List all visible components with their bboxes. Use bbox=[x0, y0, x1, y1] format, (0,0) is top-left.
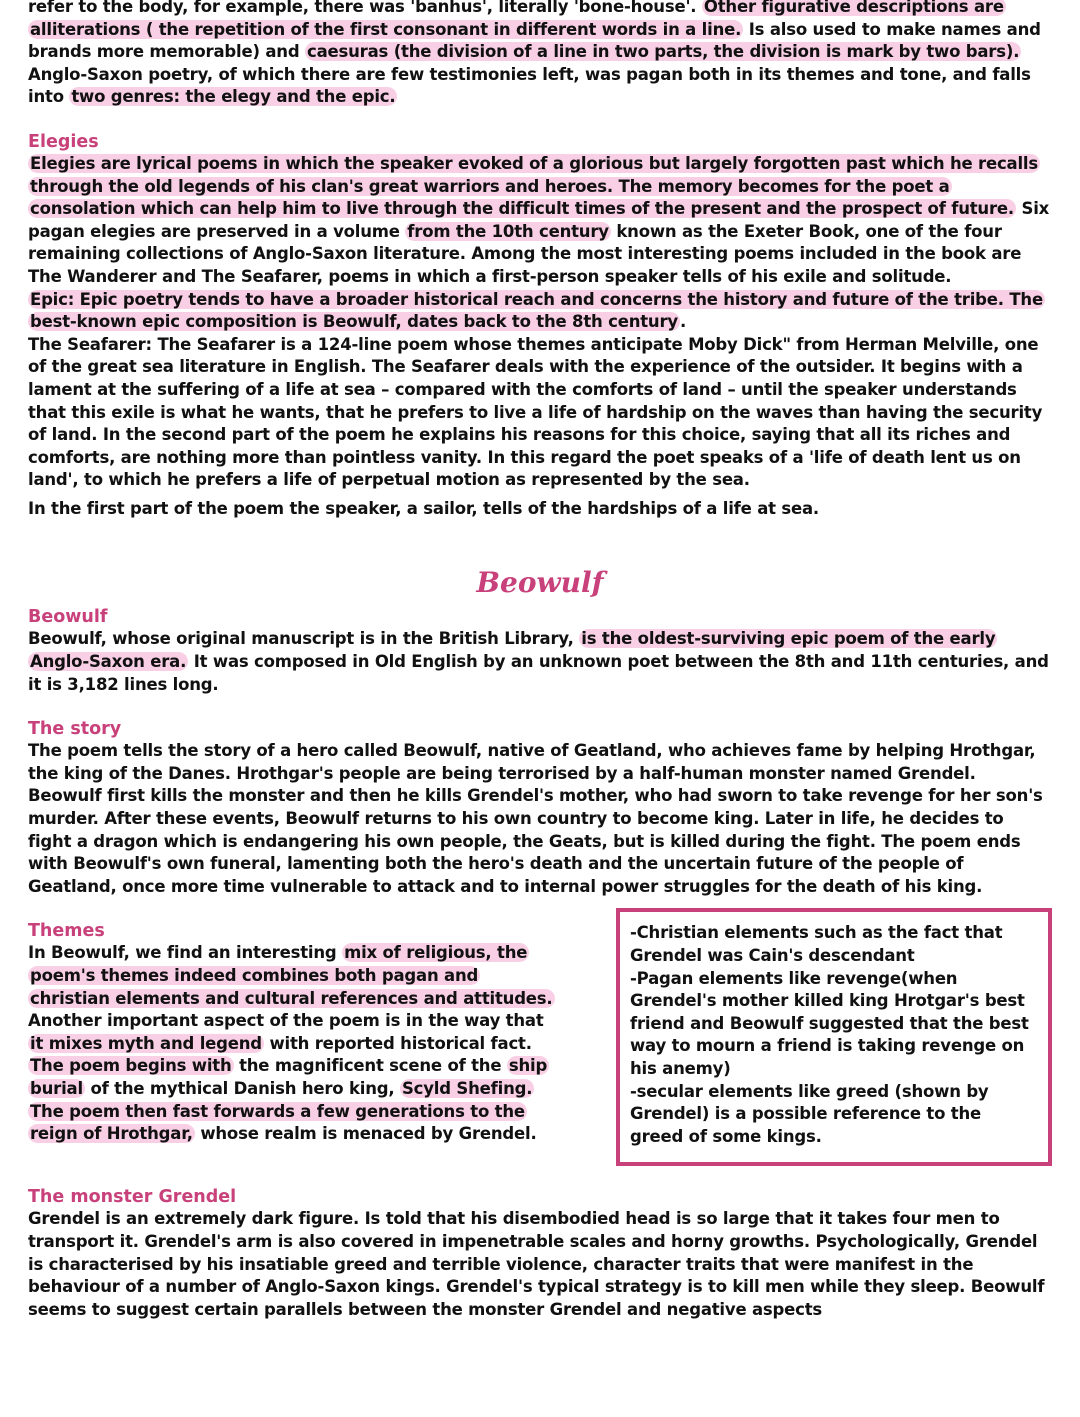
note-pagan-elements: -Pagan elements like revenge(when Grendel's mother killed king Hrotgar's best friend and Beowulf suggested that the best way to mourn a friend is taking revenge on his anemy) bbox=[630, 968, 1029, 1078]
intro-paragraph-1 bbox=[28, 0, 1052, 64]
highlighted-text: Elegies are lyrical poems in which the speaker evoked of a glorious but largely forgotten past which he recalls through the old legends of his clan's great warriors and heroes. The memory becomes for the poet a consolation which can help him to live through the difficult times of the present and the prospect of future. bbox=[30, 153, 1038, 219]
themes-text: with reported historical fact. bbox=[263, 1033, 532, 1053]
themes-text: of the mythical Danish hero king, bbox=[84, 1078, 400, 1098]
intro-text: refer to the body, for example, there was 'banhus', literally 'bone-house'. bbox=[28, 0, 702, 16]
themes-text: Another important aspect of the poem is in the way that bbox=[28, 1011, 544, 1031]
highlighted-text: Epic: Epic poetry tends to have a broader historical reach and concerns the history and future of the tribe. The best-known epic composition is Beowulf, dates back to the 8th century bbox=[30, 289, 1043, 332]
highlighted-text: mix of religious, the poem's themes indeed combines both pagan and christian elements and cultural references and attitudes. bbox=[30, 943, 553, 1008]
intro-paragraph-2 bbox=[28, 64, 1052, 109]
elegies-paragraph bbox=[28, 153, 1052, 289]
themes-text: whose realm is menaced by Grendel. bbox=[194, 1124, 537, 1144]
themes-row bbox=[28, 920, 1052, 1166]
highlighted-text: The poem begins with bbox=[30, 1056, 232, 1076]
themes-column bbox=[28, 920, 558, 1145]
section-heading-themes: Themes bbox=[28, 921, 105, 942]
highlighted-text: two genres: the elegy and the epic. bbox=[71, 87, 396, 107]
highlighted-text: is the oldest-surviving epic poem of the early Anglo-Saxon era. bbox=[30, 629, 996, 672]
note-secular-elements: -secular elements like greed (shown by Grendel) is a possible reference to the greed of some kings. bbox=[630, 1081, 989, 1146]
story-paragraph: The poem tells the story of a hero called Beowulf, native of Geatland, who achieves fame by helping Hrothgar, the king of the Danes. Hrothgar's people are being terrorised by a half-human monster named Grendel. Beowulf first kills the monster and then he kills Grendel's mother, who had sworn to take revenge for her son's murder. After these events, Beowulf returns to his own country to become king. Later in life, he decides to fight a dragon which is endangering his own people, the Geats, but is killed during the fight. The poem ends with Beowulf's own funeral, lamenting both the hero's death and the uncertain future of the people of Geatland, once more time vulnerable to attack and to internal power struggles for the death of his king. bbox=[28, 741, 1043, 896]
epic-text: . bbox=[679, 312, 687, 332]
page-title: Beowulf bbox=[476, 566, 604, 600]
sailor-paragraph: In the first part of the poem the speaker, a sailor, tells of the hardships of a life at sea. bbox=[28, 498, 819, 518]
monster-paragraph: Grendel is an extremely dark figure. Is told that his disembodied head is so large that it takes four men to transport it. Grendel's arm is also covered in impenetrable scales and horny growths. Psychologically, Grendel is characterised by his insatiable greed and terrible violence, character traits that were manifest in the behaviour of a number of Anglo-Saxon kings. Grendel's typical strategy is to kill men while they sleep. Beowulf seems to suggest certain parallels between the monster Grendel and negative aspects bbox=[28, 1209, 1045, 1319]
epic-paragraph bbox=[28, 289, 1052, 334]
note-christian-elements: -Christian elements such as the fact that Grendel was Cain's descendant bbox=[630, 923, 1003, 965]
seafarer-paragraph: The Seafarer: The Seafarer is a 124-line poem whose themes anticipate Moby Dick" from Herman Melville, one of the great sea literature in English. The Seafarer deals with the experience of the outsider. It begins with a lament at the suffering of a life at sea – compared with the comforts of land – until the speaker understands that this exile is what he wants, that he prefers to live a life of hardship on the waves than having the security of land. In the second part of the poem he explains his reasons for this choice, saying that all its riches and comforts, are nothing more than pointless vanity. In this regard the poet speaks of a 'life of death lent us on land', to which he prefers a life of perpetual motion as represented by the sea. bbox=[28, 334, 1043, 490]
section-heading-monster: The monster Grendel bbox=[28, 1187, 237, 1208]
section-heading-beowulf: Beowulf bbox=[28, 607, 108, 628]
themes-text: the magnificent scene of the bbox=[233, 1056, 507, 1076]
beowulf-text: It was composed in Old English by an unknown poet between the 8th and 11th centuries, and it is 3,182 lines long. bbox=[28, 652, 1049, 694]
intro-text: Is also used to make names and brands more memorable) and bbox=[28, 19, 1041, 62]
section-heading-story: The story bbox=[28, 719, 122, 740]
beowulf-paragraph bbox=[28, 628, 1052, 696]
highlighted-text: Other figurative descriptions are alliterations ( the repetition of the first consonant in different words in a line. bbox=[28, 0, 1006, 39]
highlighted-text: ship burial bbox=[30, 1056, 548, 1098]
beowulf-text: Beowulf, whose original manuscript is in the British Library, bbox=[28, 629, 580, 649]
themes-paragraph bbox=[28, 942, 558, 1145]
highlighted-text: caesuras (the division of a line in two parts, the division is mark by two bars). bbox=[306, 42, 1020, 62]
intro-text: Anglo-Saxon poetry, of which there are few testimonies left, was pagan both in its themes and tone, and falls into bbox=[28, 64, 1031, 107]
themes-note-box bbox=[616, 908, 1052, 1166]
highlighted-text: it mixes myth and legend bbox=[30, 1033, 262, 1053]
elegies-text: Six pagan elegies are preserved in a volume bbox=[28, 199, 1050, 241]
highlighted-text: from the 10th century bbox=[407, 221, 609, 241]
highlighted-text: Scyld Shefing. The poem then fast forwards a few generations to the reign of Hrothgar, bbox=[30, 1078, 533, 1144]
themes-text: In Beowulf, we find an interesting bbox=[28, 943, 343, 963]
elegies-text: known as the Exeter Book, one of the four remaining collections of Anglo-Saxon literature. Among the most interesting poems included in the book are The Wanderer and The Seafarer, poems in which a first-person speaker tells of his exile and solitude. bbox=[28, 221, 1022, 286]
section-heading-elegies: Elegies bbox=[28, 131, 99, 152]
